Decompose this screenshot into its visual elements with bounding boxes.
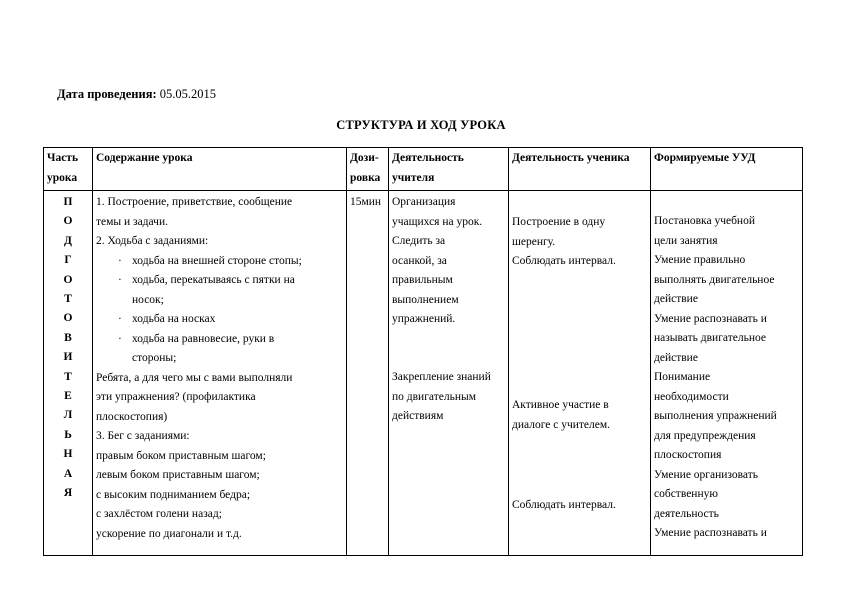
teacher-line: правильным [392, 274, 453, 286]
col-header-teacher: Деятельность учителя [389, 148, 509, 191]
content-line: эти упражнения? (профилактика [96, 391, 256, 403]
uud-line: Понимание [654, 371, 711, 383]
student-line: Соблюдать интервал. [512, 499, 616, 511]
uud-line: для предупреждения [654, 429, 756, 442]
part-letter: Т [64, 293, 72, 306]
bullet-continuation: стороны; [132, 352, 177, 364]
bullet-icon: · [118, 254, 122, 267]
part-letter: И [63, 351, 73, 364]
uud-line: Умение распознавать и [654, 312, 767, 325]
teacher-line: Организация [392, 196, 456, 208]
uud-line: плоскостопия [654, 449, 722, 461]
col-header-part: Часть урока [44, 148, 93, 191]
bullet-item: · ходьба на равновесие, руки в [96, 330, 343, 350]
uud-line: действие [654, 293, 698, 305]
teacher-line: осанкой, за [392, 254, 447, 267]
bullet-item: · ходьба на носках [96, 310, 343, 330]
part-letters [47, 193, 89, 504]
uud-line: Постановка учебной [654, 215, 755, 227]
student-line: диалоге с учителем. [512, 418, 611, 431]
teacher-line: выполнением [392, 293, 459, 306]
student-cell [509, 191, 651, 556]
col-header-content: Содержание урока [93, 148, 347, 191]
part-letter: Я [63, 487, 73, 500]
part-letter: Г [64, 254, 72, 267]
lesson-date [57, 87, 216, 102]
dosage-value: 15мин [350, 196, 382, 208]
teacher-line: по двигательным [392, 390, 477, 403]
uud-line: называть двигательное [654, 332, 766, 344]
table-header-row [44, 148, 803, 191]
date-label: Дата проведения: [57, 87, 157, 101]
uud-line: необходимости [654, 390, 729, 403]
bullet-icon: · [118, 274, 122, 286]
col-header-dosage: Дози-ровка [347, 148, 389, 191]
part-letter: Е [64, 390, 72, 403]
part-letter: В [64, 331, 72, 344]
bullet-icon: · [118, 313, 122, 325]
content-line: правым боком приставным шагом; [96, 449, 266, 462]
part-letter: Д [64, 234, 72, 247]
uud-line: действие [654, 351, 698, 364]
teacher-line: действиям [392, 410, 444, 422]
teacher-line: Закрепление знаний [392, 371, 491, 383]
lesson-structure-table [43, 147, 803, 556]
uud-line: цели занятия [654, 234, 718, 247]
student-line: Соблюдать интервал. [512, 255, 616, 267]
bullet-continuation: носок; [132, 293, 164, 306]
part-letter: Ь [64, 428, 72, 441]
part-letter: О [63, 273, 73, 286]
part-letter: Л [63, 409, 73, 422]
part-letter: А [63, 467, 73, 480]
uud-cell [651, 191, 803, 556]
part-letter: П [63, 196, 73, 208]
content-cell [93, 191, 347, 556]
content-line: плоскостопия) [96, 410, 168, 423]
bullet-item: · ходьба на внешней стороне стопы; [96, 252, 343, 272]
table-row [44, 191, 803, 556]
part-letter: Н [63, 448, 73, 461]
bullet-item: · ходьба, перекатываясь с пятки на [96, 271, 343, 291]
uud-line: собственную [654, 488, 718, 500]
content-line: 1. Построение, приветствие, сообщение [96, 196, 293, 208]
uud-line: Умение распознавать и [654, 527, 767, 539]
uud-line: Умение организовать [654, 468, 759, 481]
content-line: с захлёстом голени назад; [96, 508, 222, 520]
student-line: Построение в одну [512, 216, 606, 228]
date-value: 05.05.2015 [156, 87, 216, 101]
content-line: Ребята, а для чего мы с вами выполняли [96, 371, 293, 384]
teacher-line: Следить за [392, 235, 446, 247]
part-letter: Т [64, 370, 72, 383]
page-title: СТРУКТУРА И ХОД УРОКА [336, 118, 506, 132]
teacher-line: упражнений. [392, 313, 456, 325]
content-line: 2. Ходьба с заданиями: [96, 235, 209, 247]
uud-line: выполнения упражнений [654, 410, 777, 422]
col-header-student: Деятельность ученика [509, 148, 651, 191]
part-cell [44, 191, 93, 556]
col-header-uud: Формируемые УУД [651, 148, 803, 191]
content-line: с высоким подниманием бедра; [96, 488, 251, 501]
dosage-cell [347, 191, 389, 556]
part-letter: О [63, 215, 73, 228]
uud-line: выполнять двигательное [654, 273, 775, 286]
student-line: шеренгу. [512, 235, 556, 248]
content-line: темы и задачи. [96, 215, 168, 228]
content-line: 3. Бег с заданиями: [96, 430, 190, 442]
content-line: левым боком приставным шагом; [96, 469, 260, 481]
uud-line: Умение правильно [654, 254, 746, 266]
content-line: ускорение по диагонали и т.д. [96, 527, 242, 540]
part-letter: О [63, 312, 73, 325]
uud-line: деятельность [654, 507, 719, 520]
bullet-icon: · [118, 332, 122, 345]
student-line: Активное участие в [512, 399, 609, 411]
teacher-cell [389, 191, 509, 556]
teacher-line: учащихся на урок. [392, 215, 483, 228]
